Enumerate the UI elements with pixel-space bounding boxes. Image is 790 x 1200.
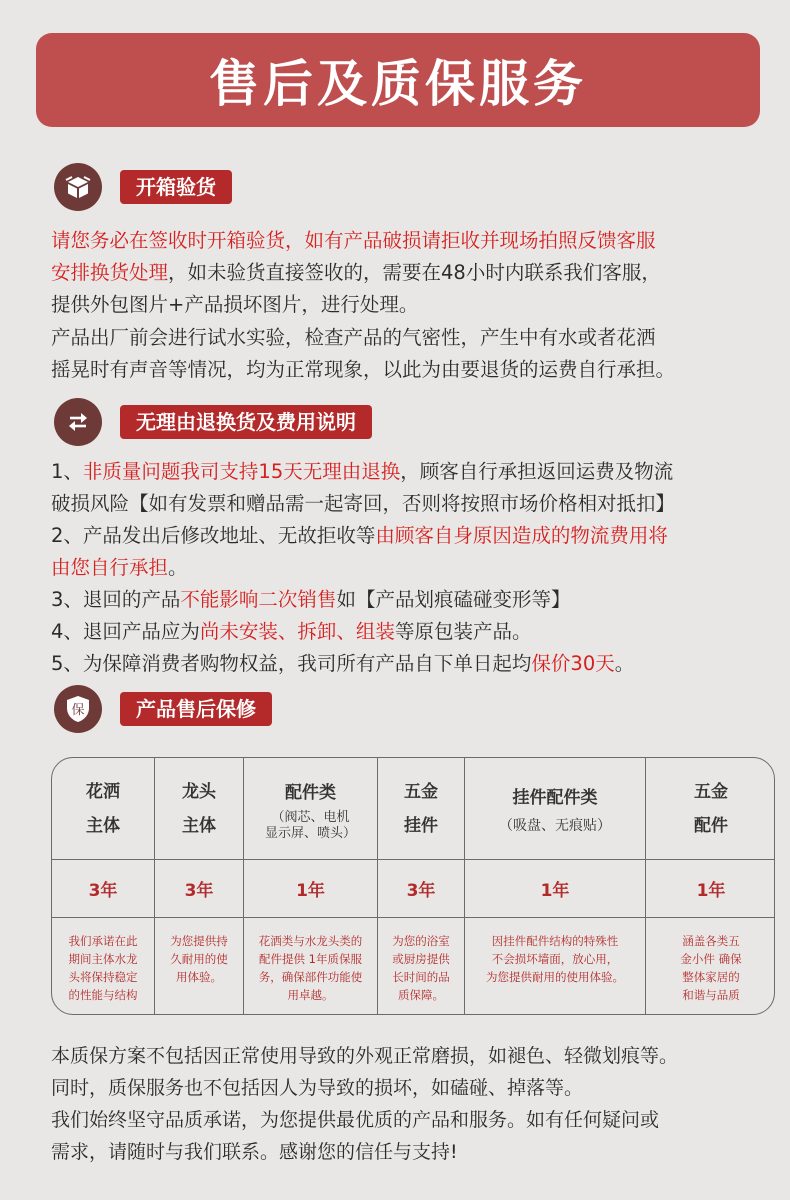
shield-bao-icon [54, 685, 102, 733]
section-label: 无理由退换货及费用说明 [120, 405, 372, 439]
warranty-years: 1年 [646, 860, 775, 918]
text-line: 安排换货处理，如未验货直接签收的，需要在48小时内联系我们客服， [51, 261, 661, 284]
warranty-description: 我们承诺在此 期间主体水龙 头将保持稳定 的性能与结构 [52, 918, 155, 1015]
warranty-years: 1年 [244, 860, 378, 918]
section-warranty-header [54, 685, 272, 733]
text-line: 同时，质保服务也不包括因人为导致的损坏，如磕碰、掉落等。 [51, 1077, 584, 1099]
returns-list [51, 456, 771, 680]
table-header-cell: 配件类 （阀芯、电机 显示屏、喷头） [244, 758, 378, 860]
warranty-description: 因挂件配件结构的特殊性 不会损坏墙面，放心用， 为您提供耐用的使用体验。 [465, 918, 646, 1015]
list-item: 1、非质量问题我司支持15天无理由退换，顾客自行承担返回运费及物流 [51, 460, 674, 483]
page-title: 售后及质保服务 [209, 55, 587, 113]
warranty-years: 1年 [465, 860, 646, 918]
list-item: 由您自行承担。 [51, 556, 188, 579]
text-line: 需求，请随时与我们联系。感谢您的信任与支持! [51, 1141, 458, 1163]
text-line: 我们始终坚守品质承诺，为您提供最优质的产品和服务。如有任何疑问或 [51, 1109, 660, 1131]
footer-text [51, 1040, 771, 1168]
unboxing-text [51, 225, 771, 321]
table-header-cell: 五金 挂件 [378, 758, 465, 860]
text-line: 提供外包图片+产品损坏图片，进行处理。 [51, 293, 419, 316]
list-item: 4、退回产品应为尚未安装、拆卸、组装等原包装产品。 [51, 620, 532, 643]
list-item: 5、为保障消费者购物权益，我司所有产品自下单日起均保价30天。 [51, 652, 635, 675]
exchange-arrows-icon [54, 398, 102, 446]
open-box-icon [54, 163, 102, 211]
list-item: 2、产品发出后修改地址、无故拒收等由顾客自身原因造成的物流费用将 [51, 524, 668, 547]
svg-text:保: 保 [71, 703, 85, 718]
warranty-description: 花洒类与水龙头类的 配件提供 1年质保服 务，确保部件功能使 用卓越。 [244, 918, 378, 1015]
table-header-cell: 五金 配件 [646, 758, 775, 860]
table-header-cell: 花洒 主体 [52, 758, 155, 860]
text-line: 摇晃时有声音等情况，均为正常现象，以此为由要退货的运费自行承担。 [51, 358, 676, 381]
warranty-table [51, 757, 775, 1015]
text-line: 本质保方案不包括因正常使用导致的外观正常磨损，如褪色、轻微划痕等。 [51, 1045, 679, 1067]
table-header-cell: 挂件配件类 （吸盘、无痕贴） [465, 758, 646, 860]
title-banner [36, 33, 760, 127]
section-label: 开箱验货 [120, 170, 232, 204]
list-item: 3、退回的产品不能影响二次销售如【产品划痕磕碰变形等】 [51, 588, 571, 611]
list-item: 破损风险【如有发票和赠品需一起寄回，否则将按照市场价格相对抵扣】 [51, 492, 676, 515]
warranty-years: 3年 [52, 860, 155, 918]
text-line: 产品出厂前会进行试水实验，检查产品的气密性，产生中有水或者花洒 [51, 326, 656, 349]
section-unboxing-header [54, 163, 232, 211]
table-header-cell: 龙头 主体 [155, 758, 244, 860]
section-returns-header [54, 398, 372, 446]
text-line: 请您务必在签收时开箱验货，如有产品破损请拒收并现场拍照反馈客服 [51, 229, 656, 252]
section-label: 产品售后保修 [120, 692, 272, 726]
test-note-text [51, 322, 771, 386]
warranty-description: 为您提供持 久耐用的使 用体验。 [155, 918, 244, 1015]
warranty-years: 3年 [155, 860, 244, 918]
warranty-years: 3年 [378, 860, 465, 918]
warranty-description: 为您的浴室 或厨房提供 长时间的品 质保障。 [378, 918, 465, 1015]
warranty-description: 涵盖各类五 金小件 确保 整体家居的 和谐与品质 [680, 934, 742, 1002]
